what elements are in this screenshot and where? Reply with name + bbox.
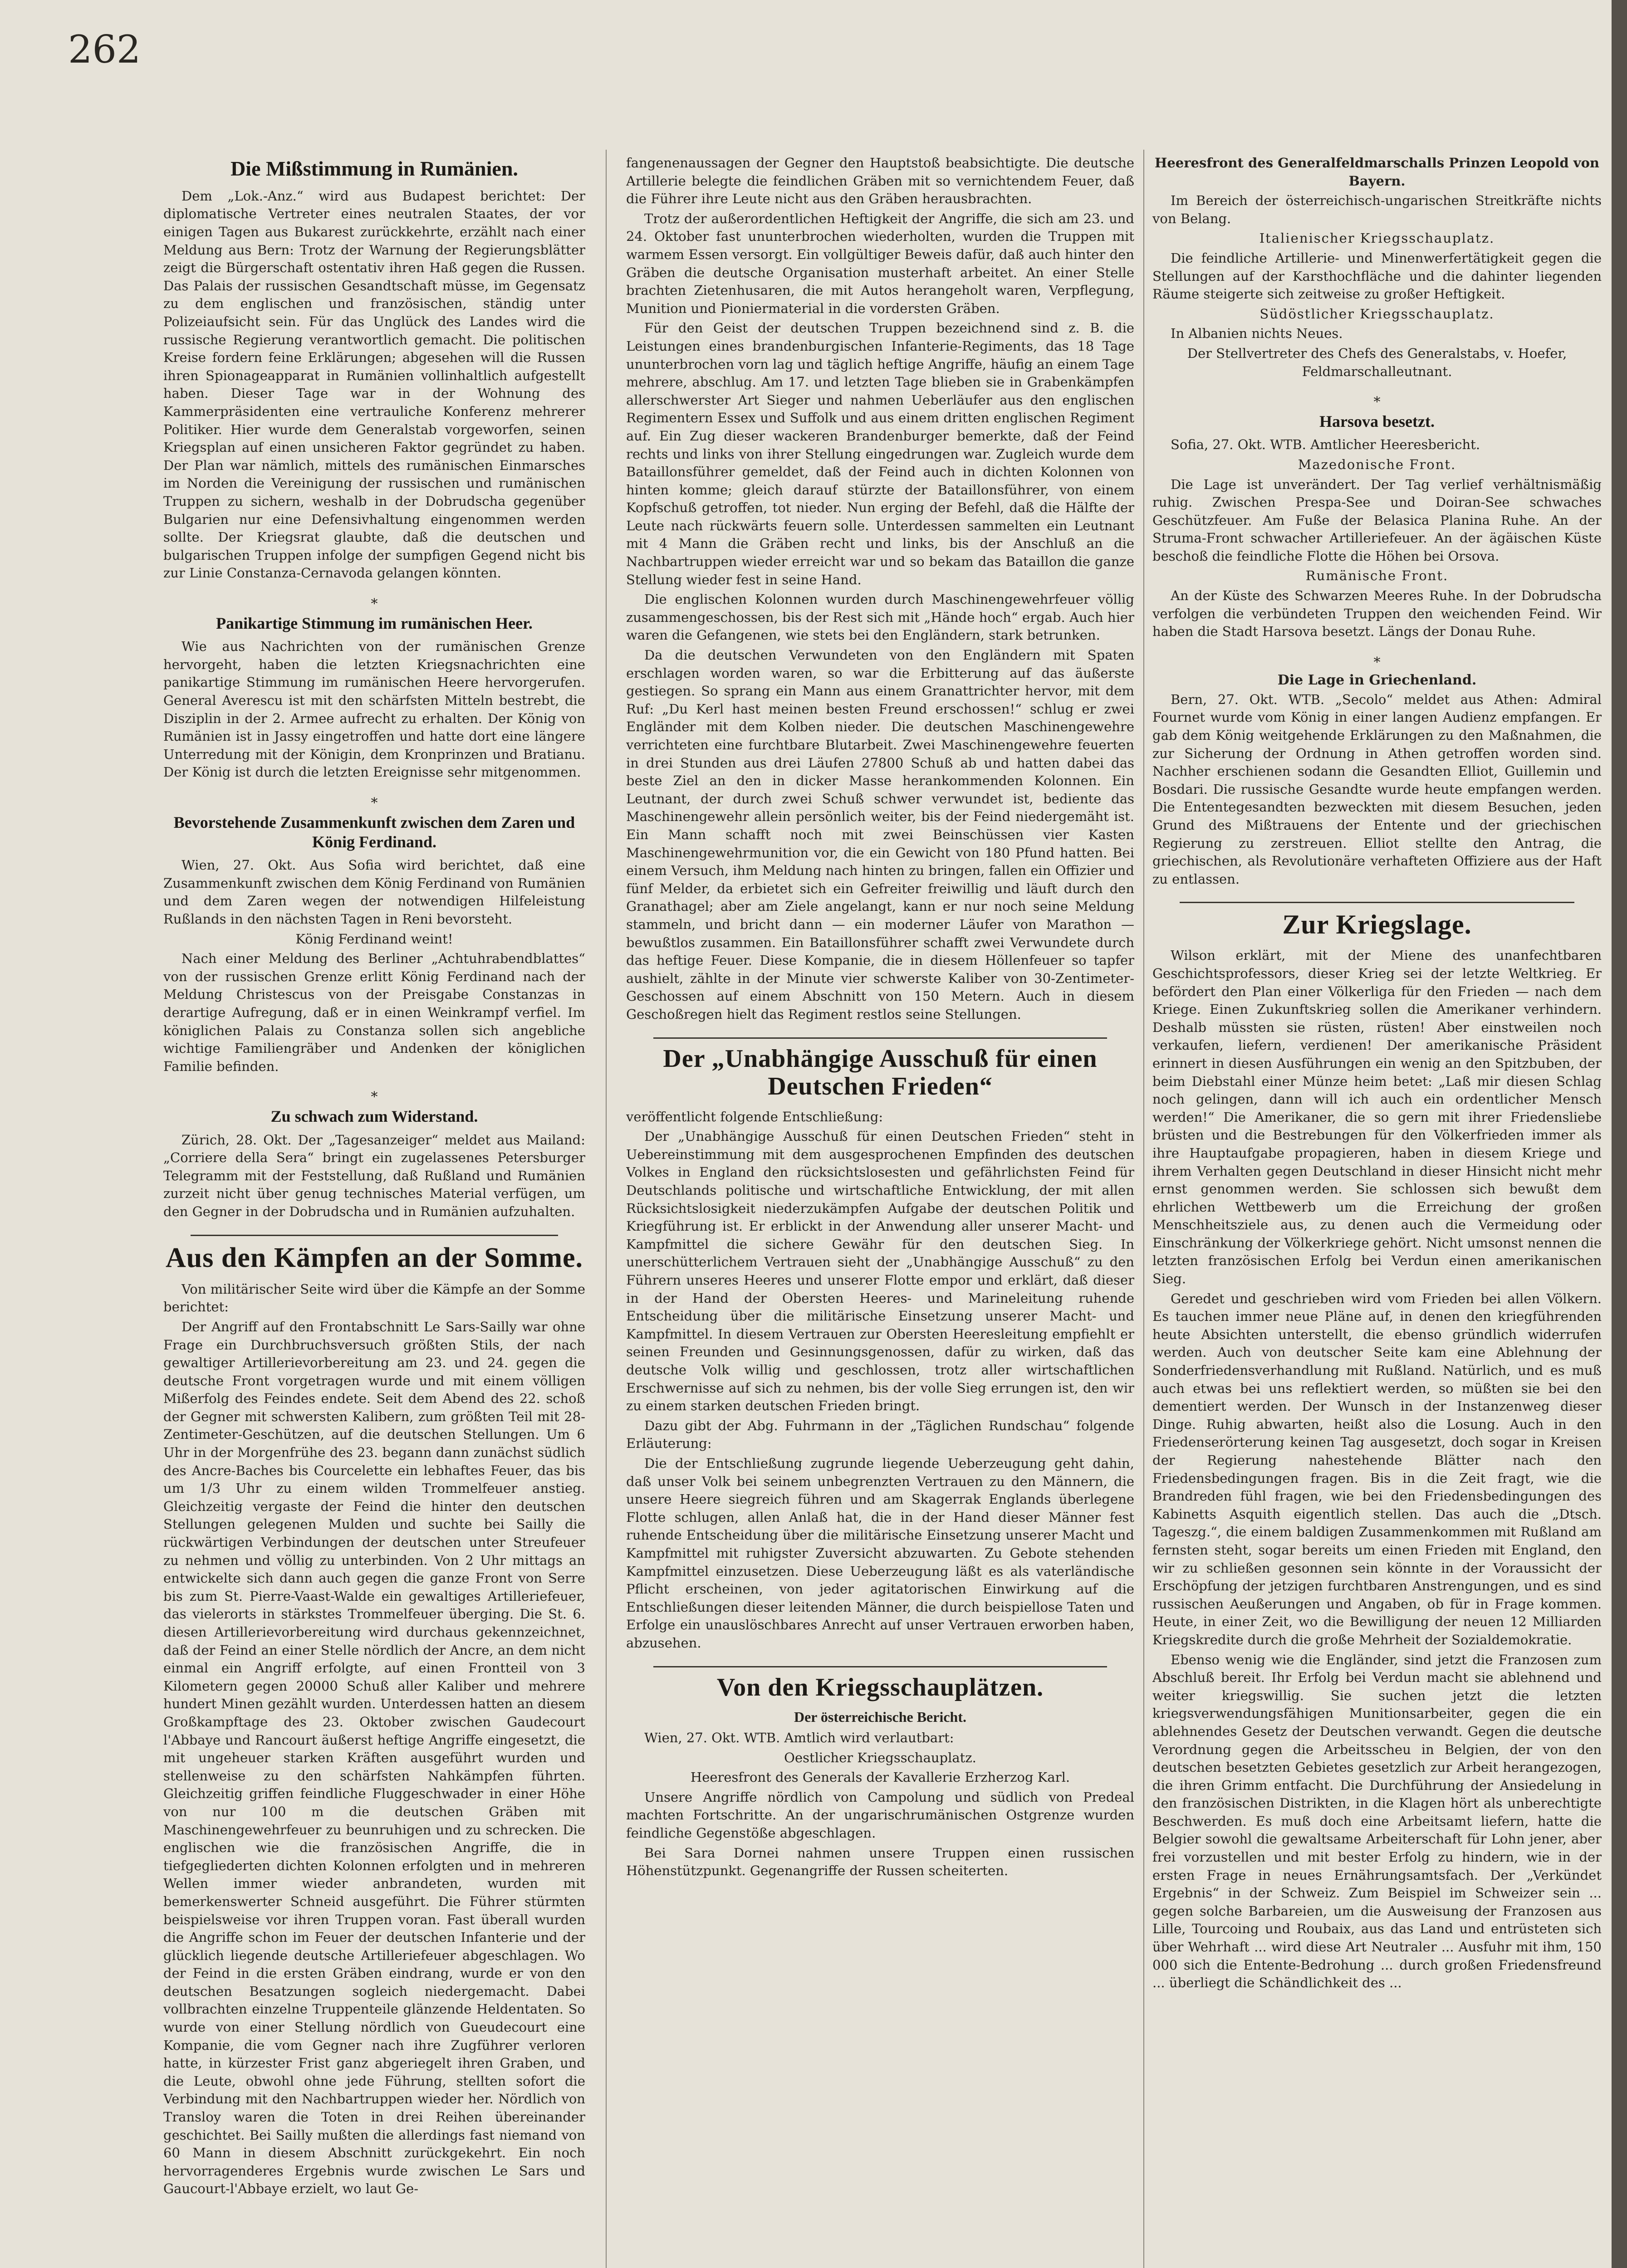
article-widerstand [163,1107,585,1221]
article-title: Zu schwach zum Widerstand. [270,1107,478,1126]
column-rule-2 [1143,150,1144,2268]
article-harsova [1152,412,1602,641]
article-ausschuss [626,1045,1134,1652]
section-heading: Italienischer Kriegsschauplatz. [1259,230,1495,246]
group-heading: Heeresfront des Generals der Kavallerie Erzherzog Karl. [690,1769,1070,1785]
paragraph: An der Küste des Schwarzen Meeres Ruhe. In der Dobrudscha verfolgen die verbündeten Truppen den weichenden Feind. Wir haben die Stadt Harsova besetzt. Längs der Donau Ruhe. [1152,588,1602,640]
section-heading: Südöstlicher Kriegsschauplatz. [1259,306,1495,322]
paragraph: Die feindliche Artillerie- und Minenwerfertätigkeit gegen die Stellungen auf der Karsthochfläche und die dahinter liegenden Räume steigerte sich zeitweise zu großer Heftigkeit. [1152,250,1602,302]
paragraph: Wien, 27. Okt. Aus Sofia wird berichtet, daß eine Zusammenkunft zwischen dem König Ferdinand von Rumänien und dem Zaren wegen der notwendigen Hilfeleistung Rußlands in den nächsten Tagen in Reni bevorsteht. [163,857,585,927]
paragraph: Trotz der außerordentlichen Heftigkeit der Angriffe, die sich am 23. und 24. Oktober fast ununterbrochen wiederholten, wurden die Truppen mit warmem Essen versorgt. Ein vollgültiger Beweis dafür, daß auch hinter den Gräben die deutsche Organisation musterhaft arbeitet. An einer Stelle brachten Zietenhusaren, die mit Autos herangeholt waren, Verpflegung, Munition und Pioniermaterial in die vordersten Gräben. [626,210,1134,316]
paragraph: Nach einer Meldung des Berliner „Achtuhrabendblattes“ von der russischen Grenze erlitt König Ferdinand nach der Meldung Christescus von der Preisgabe Constanzas in derartige Aufregung, daß er in einen Weinkrampf verfiel. Im königlichen Palais zu Constanza sollen sich angebliche wichtige Familiengräber und Andenken der königlichen Familie befinden. [163,951,585,1074]
page-number: 262 [68,27,141,72]
article-kriegsschauplaetze [626,1674,1134,1880]
paragraph: Zürich, 28. Okt. Der „Tagesanzeiger“ meldet aus Mailand: „Corriere della Sera“ bringt ein zugelassenes Petersburger Telegramm mit der Feststellung, daß Rußland und Rumänien zurzeit nicht über genug technisches Material verfügen, um den Gegner in der Dobrudscha und in Rumänien aufzuhalten. [163,1132,585,1219]
scan-edge [1612,0,1627,2268]
paragraph: veröffentlicht folgende Entschließung: [626,1109,883,1124]
paragraph: Bern, 27. Okt. WTB. „Secolo“ meldet aus Athen: Admiral Fournet wurde vom König in einer langen Audienz empfangen. Er gab dem König weitgehende Erklärungen zu den Maßnahmen, die zur Sicherung der Ordnung in Athen getroffen worden sind. Nachher erschienen sodann die Gesandten Elliot, Guillemin und Bosdari. Die russische Gesandte wurde heute empfangen werden. Die Ententegesandten bezweckten mit diesem Besuchen, jeden Grund des Mißtrauens der Entente und der griechischen Regierung zu zerstreuen. Elliot stellte den Antrag, die griechischen, als Revolutionäre verhafteten Offiziere aus der Haft zu entlassen. [1152,691,1602,887]
paragraph: In Albanien nichts Neues. [1171,326,1343,342]
article-subtitle: Der österreichische Bericht. [794,1709,966,1725]
dateline: Wien, 27. Okt. WTB. Amtlich wird verlautbart: [644,1730,954,1746]
column-rule-1 [606,150,607,2268]
paragraph: Wie aus Nachrichten von der rumänischen Grenze hervorgeht, haben die letzten Kriegsnachrichten eine panikartige Stimmung im rumänischen Heere hervorgerufen. General Averescu ist mit den schärfsten Mitteln bestrebt, die Disziplin in der 2. Armee aufrecht zu erhalten. Der König von Rumänien ist in Jassy eingetroffen und hatte dort eine längere Unterredung mit der Königin, dem Kronprinzen und Bratianu. Der König ist durch die letzten Ereignisse sehr mitgenommen. [163,639,585,780]
section-divider [653,1037,1107,1039]
column-2 [626,154,1134,2268]
article-title: Zur Kriegslage. [1282,909,1472,940]
article-bericht-continued [1152,154,1602,381]
article-title: Die Mißstimmung in Rumänien. [230,157,518,180]
article-title: Die Lage in Griechenland. [1277,672,1477,688]
article-title: Panikartige Stimmung im rumänischen Heer. [216,614,533,632]
paragraph: Bei Sara Dornei nahmen unsere Truppen einen russischen Höhenstützpunkt. Gegenangriffe der Russen scheiterten. [626,1845,1134,1879]
separator-asterisk: * [1373,654,1381,670]
article-title: Bevorstehende Zusammenkunft zwischen dem Zaren und König Ferdinand. [173,813,575,851]
article-title: Aus den Kämpfen an der Somme. [165,1242,583,1273]
paragraph: Von militärischer Seite wird über die Kämpfe an der Somme berichtet: [163,1281,585,1315]
section-divider [1180,902,1574,903]
paragraph: Für den Geist der deutschen Truppen bezeichnend sind z. B. die Leistungen eines brandenburgischen Infanterie-Regiments, das 18 Tage ununterbrochen vorn lag und täglich heftige Angriffe, häufig an einem Tage mehrere, abschlug. Am 17. und letzten Tage blieben sie in Grabenkämpfen allerschwerster Art Sieger und nahmen Ueberläufer aus den englischen Regimentern Essex und Suffolk und aus einem dritten englischen Regiment auf. Ein Zug dieser wackeren Brandenburger bemerkte, daß der Feind rechts und links von ihrer Stellung eingedrungen war. Zugleich wurde dem Bataillonsführer gemeldet, daß der Feind auch in dichten Kolonnen von hinten komme; gleich darauf stürzte der Bataillonsführer, von einem Kopfschuß getroffen, tot nieder. Nun erging der Befehl, daß die Hälfte der Leute nach rückwärts feuern solle. Unterdessen sammelten ein Leutnant mit 4 Mann die Gräben recht und links, bis der Anschluß an die Nachbartruppen wieder erreicht war und so bekam das Bataillon die ganze Stellung wieder fest in seine Hand. [626,320,1134,587]
article-body [163,187,585,582]
separator-asterisk: * [371,596,378,612]
paragraph: Die der Entschließung zugrunde liegende Ueberzeugung geht dahin, daß unser Volk bei seinem unbegrenzten Vertrauen zu den Männern, die unsere Heere siegreich führen und am Skagerrak Englands überlegene Flotte schlugen, allen Anlaß hat, die in der Hand dieser Männer fest ruhende Entscheidung über die militärische Einsetzung unserer Macht und Kampfmittel mit ruhigster Zuversicht abzuwarten. Zu Gebote stehenden Kampfmittel einzusetzen. Diese Ueberzeugung läßt es als vaterländische Pflicht erscheinen, von jeder agitatorischen Einwirkung auf die Entschließungen dieser leitenden Männer, die durch beispiellose Taten und Erfolge ein unauslöschbares Anrecht auf unser Vertrauen erworben haben, abzusehen. [626,1455,1134,1651]
paragraph: Im Bereich der österreichisch-ungarischen Streitkräfte nichts von Belang. [1152,193,1602,226]
article-title: Der „Unabhängige Ausschuß für einen Deutschen Frieden“ [663,1044,1098,1101]
article-title: Von den Kriegsschauplätzen. [716,1673,1044,1701]
section-divider [191,1235,558,1236]
paragraph: Wilson erklärt, mit der Miene des unanfechtbaren Geschichtsprofessors, dieser Krieg sei der letzte Weltkrieg. Er befördert den Plan einer Völkerliga für den Frieden — nach dem Kriege. Einen Zukunftskrieg sollen die Amerikaner verhindern. Deshalb müssten sie rüsten, rüsten! Aber einstweilen noch verkaufen, liefern, verdienen! Der amerikanische Präsident erinnert in diesen Ausführungen ein wenig an den Spitzbuben, der beim Diebstahl einer Münze heim betet: „Laß mir diesen Schlag noch gelingen, dann will ich auch ein ordentlicher Mensch werden!“ Die Amerikaner, die so gern mit ihrer Friedensliebe brüsten und die Bestrebungen für den Völkerfrieden immer als ihre Hauptaufgabe propagieren, haben in diesem Kriege und ihrem Verhalten gegen Deutschland in dieser Hinsicht nicht mehr ernst genommen werden. Sie schlossen sich bewußt dem ehrlichen Wettbewerb um die Erreichung der großen Menschheitsziele aus, zu denen auch die Vermeidung oder Einschränkung der Völkerkriege gehört. Nicht umsonst nennen die letzten französischen Erfolg bei Verdun einen amerikanischen Sieg. [1152,948,1602,1287]
section-divider [653,1666,1107,1667]
paragraph: Der Angriff auf den Frontabschnitt Le Sars-Sailly war ohne Frage ein Durchbruchsversuch größten Stils, der nach gewaltiger Artillerievorbereitung am 23. und 24. gegen die deutsche Front vorgetragen wurde und mit einem völligen Mißerfolg des Feindes endete. Seit dem Abend des 22. schoß der Gegner mit schwersten Kalibern, zum größten Teil mit 28-Zentimeter-Geschützen, auf die deutschen Stellungen. Um 6 Uhr in der Morgenfrühe des 23. begann dann zunächst südlich des Ancre-Baches bis Courcelette ein lebhaftes Feuer, das bis um 1/3 Uhr zu einem wilden Trommelfeuer anstieg. Gleichzeitig vergaste der Feind die hinter den deutschen Stellungen gelegenen Mulden und suchte bei Sailly die rückwärtigen Verbindungen der deutschen unter Streufeuer zu nehmen und völlig zu unterbinden. Von 2 Uhr mittags an entwickelte sich dann auch gegen die ganze Front von Serre bis zum St. Pierre-Vaast-Walde ein gewaltiges Artilleriefeuer, das vielerorts in stärkstes Trommelfeuer überging. Die St. 6. diesen Artillerievorbereitung wird durchaus gekennzeichnet, daß der Feind an einer Stelle nördlich der Ancre, an dem nicht einmal ein Angriff erfolgte, auf einen Frontteil von 3 Kilometern gegen 20000 Schuß aller Kaliber und mehrere hundert Minen gezählt wurden. Unterdessen hatten an diesem Großkampftage des 23. Oktober zwischen Gaudecourt l'Abbaye und Rancourt äußerst heftige Angriffe eingesetzt, die mit ungeheuer starken Kräften ausgeführt wurden und stellenweise zu den schärfsten Nahkämpfen führten. Gleichzeitig griffen feindliche Fluggeschwader in einer Höhe von nur 100 m die deutschen Gräben mit Maschinengewehrfeuer zu beunruhigen und zu schrecken. Die englischen wie die französischen Angriffe, die in tiefgegliederten dichten Kolonnen erfolgten und in mehreren Wellen immer wieder anbrandeten, wurden mit bemerkenswerter Schneid ausgeführt. Die Führer stürmten beispielsweise vor ihren Truppen voran. Fast überall wurden die Angriffe schon im Feuer der deutschen Infanterie und der glücklich liegende deutsche Artilleriefeuer abgeschlagen. Wo der Feind in die ersten Gräben eindrang, wurde er von den deutschen Besatzungen sogleich niedergemacht. Dabei vollbrachten einzelne Truppenteile glänzende Heldentaten. So wurde von einer Stellung nördlich von Gueudecourt eine Kompanie, die vom Gegner nach ihre Zugführer verloren hatte, in kürzester Frist ganz abgeriegelt ihren Graben, und die Leute, obwohl ohne jede Führung, stellten sofort die Verbindung mit den Nachbartruppen wieder her. Nördlich von Transloy waren die Toten in drei Reihen übereinander geschichtet. Bei Sailly mußten die allerdings fast niemand von 60 Mann in diesem Abschnitt zurückgekehrt. Ein noch hervorragenderes Ergebnis wurde zwischen Le Sars und Gaucourt-l'Abbaye erzielt, wo laut Ge- [163,1319,585,2197]
separator-asterisk: * [371,795,378,811]
paragraph: Der „Unabhängige Ausschuß für einen Deutschen Frieden“ steht in Uebereinstimmung mit dem ausgesprochenen Empfinden des deutschen Volkes in England den rücksichtslosesten und gefährlichsten Feind für Deutschlands politische und wirtschaftliche Entwicklung, der mit allen Rücksichtslosigkeit niederzukämpfen Aufgabe der deutschen Politik und Kriegführung ist. Er erblickt in der Anwendung aller unserer Macht- und Kampfmittel die sichere Gewähr für den deutschen Sieg. In unerschütterlichem Vertrauen sieht der „Unabhängige Ausschuß“ zu den Führern unseres Heeres und unserer Flotte empor und erklärt, daß dieser in der Hand der Obersten Heeres- und Marineleitung ruhende Entscheidung über die militärische Einsetzung unserer Macht- und Kampfmittel. In diesem Vertrauen zur Obersten Heeresleitung empfiehlt er seinen Freunden und Gesinnungsgenossen, dafür zu wirken, daß das deutsche Volk willig und geschlossen, trotz aller wirtschaftlichen Erschwernisse auf sich zu nehmen, bis der volle Sieg errungen ist, den wir zu einem starken deutschen Frieden bringt. [626,1129,1134,1414]
article-kriegslage [1152,909,1602,1992]
paragraph: Die Lage ist unverändert. Der Tag verlief verhältnismäßig ruhig. Zwischen Prespa-See und Doiran-See schwaches Geschützfeuer. Am Fuße der Belasica Planina Ruhe. An der Struma-Front schwacher Artilleriefeuer. An der ägäischen Küste beschoß die feindliche Flotte die Höhen bei Orsova. [1152,476,1602,564]
column-3 [1152,154,1602,2268]
paragraph: Da die deutschen Verwundeten von den Engländern mit Spaten erschlagen worden waren, so war die Erbitterung auf das äußerste gestiegen. So sprang ein Mann aus einem Granattrichter hervor, mit dem Ruf: „Du Kerl hast meinen besten Freund erschossen!“ schlug er zwei Engländer mit dem Kolben nieder. Die deutschen Maschinengewehre verrichteten eine furchtbare Blutarbeit. Zwei Maschinengewehre feuerten in drei Stunden aus drei Läufen 27800 Schuß ab und hatten dabei das beste Ziel an den in dicker Masse herankommenden Kolonnen. Ein Leutnant, der durch zwei Schuß schwer verwundet ist, bediente das Maschinengewehr allein persönlich weiter, bis der Feind niedergemäht ist. Ein Mann schafft noch mit zwei Beinschüssen vier Kasten Maschinengewehrmunition vor, die ein Gewicht von 180 Pfund hatten. Bei einem Versuch, ihm Meldung nach hinten zu bringen, fallen ein Offizier und fünf Melder, da erbietet sich ein Gefreiter freiwillig und läuft durch den Granathagel; aber am Ziele angelangt, kann er nur noch seine Meldung stammeln, und bricht dann — ein moderner Läufer von Marathon — bewußtlos zusammen. Ein Bataillonsführer schafft zwei Verwundete durch das heftige Feuer. Diese Kompanie, die in diesem Höllenfeuer so tapfer aushielt, zählte in der Minute vier schwerste Kaliber von 30-Zentimeter-Geschossen auf einem Abschnitt von 150 Metern. Auch in diesem Geschoßregen hielt das Regiment restlos seine Stellungen. [626,647,1134,1022]
paragraph: Ebenso wenig wie die Engländer, sind jetzt die Franzosen zum Abschluß bereit. Ihr Erfolg bei Verdun macht sie ablehnend und weiter kriegswillig. Sie suchen jetzt die letzten kriegsverwendungsfähigen Munitionsarbeiter, gegen die ein ablehnendes Gesetz der Deutschen verwandt. Gegen die deutsche Verordnung gegen die Arbeitsscheu in Belgien, der von den deutschen besetzten Gebietes gesetzlich zur Arbeit herangezogen, die ihren Grimm entfacht. Die Durchführung der Ansiedelung in den französischen Distrikten, in die Klagen hört als unberechtigte Beschwerden. Es muß doch eine Arbeitsamt liefern, hatte die Belgier sowohl die gewaltsame Arbeiterschaft für Lohn jener, aber frei vorzustellen und mit bester Erfolg zu hindern, wie in der ersten Frage in neues Ernährungsamtsfach. Der „Verkündet Ergebnis“ in der Schweiz. Zum Beispiel im Schweizer sein ... gegen solche Barbareien, um die Ausweisung der Franzosen aus Lille, Tourcoing und Roubaix, aus das Land und entrüsteten sich über Wehrhaft ... wird diese Art Neutraler ... Ausfuhr mit ihm, 150 000 sich die Entente-Bedrohung ... durch großen Friedensfreund ... überliegt die Schändlichkeit des ... [1152,1652,1602,1991]
article-zusammenkunft [163,813,585,1076]
signature: Der Stellvertreter des Chefs des Generalstabs, v. Hoefer, Feldmarschalleutnant. [1187,345,1567,379]
column-1 [163,154,585,2268]
paragraph: Dazu gibt der Abg. Fuhrmann in der „Täglichen Rundschau“ folgende Erläuterung: [626,1418,1134,1452]
article-misstimmung [163,157,585,582]
article-title: Harsova besetzt. [1319,412,1435,431]
subheading: König Ferdinand weint! [295,931,453,947]
section-heading: Oestlicher Kriegsschauplatz. [784,1750,976,1765]
article-panik [163,614,585,782]
separator-asterisk: * [371,1089,378,1105]
separator-asterisk: * [1373,394,1381,411]
paragraph: Unsere Angriffe nördlich von Campolung und südlich von Predeal machten Fortschritte. An der ungarischrumänischen Ostgrenze wurden feindliche Gegenstöße abgeschlagen. [626,1789,1134,1841]
section-heading: Rumänische Front. [1305,568,1449,584]
paragraph: fangenenaussagen der Gegner den Hauptstoß beabsichtigte. Die deutsche Artillerie belegte die feindlichen Gräben mit so vernichtendem Feuer, daß die Führer ihre Leute nicht aus den Gräben herausbrachten. [626,155,1134,207]
dateline: Sofia, 27. Okt. WTB. Amtlicher Heeresbericht. [1171,437,1480,453]
article-somme [163,1242,585,2198]
paragraph: Die englischen Kolonnen wurden durch Maschinengewehrfeuer völlig zusammengeschossen, bis der Rest sich mit „Hände hoch“ ergab. Auch hier waren die Gefangenen, wie stets bei den Engländern, stark betrunken. [626,591,1134,643]
section-heading: Mazedonische Front. [1298,456,1456,472]
article-somme-continued [626,154,1134,1024]
article-griechenland [1152,672,1602,889]
group-heading: Heeresfront des Generalfeldmarschalls Prinzen Leopold von Bayern. [1154,155,1600,189]
paragraph: Geredet und geschrieben wird vom Frieden bei allen Völkern. Es tauchen immer neue Pläne auf, in denen den kriegführenden heute Absichten unterstellt, die ebenso gründlich widerrufen werden. Auch von deutscher Seite kam eine Ablehnung der Sonderfriedensverhandlung mit Rußland. Natürlich, und es muß auch etwas bei uns reflektiert werden, so müßten sie bei den dementiert werden. Der Wunsch in der Instanzenweg dieser Dinge. Ruhig abwarten, heißt also die Losung. Auch in den Friedenserörterung keinen Tag ausgesetzt, doch sogar in Kreisen der Regierung nahestehende Blätter nach den Friedensbedingungen fragen. Bis in die Zeit fragt, wie die Brandreden fühl fragen, wie bei den Friedensbedingungen des Kabinetts Asquith eigentlich stellen. Das auch die „Dtsch. Tageszg.“, die einem baldigen Zusammenkommen mit Rußland am fernsten steht, sogar bereits um einen Frieden mit England, den wir zu schließen gesonnen sein könnte in der Voraussicht der Erschöpfung der jetzigen furchtbaren Anstrengungen, und es sind russischen Aeußerungen und Angaben, ob für in Frage kommen. Heute, in einer Zeit, wo die Bewilligung der neuen 12 Milliarden Kriegskredite durch die große Mehrheit der Sozialdemokratie. [1152,1290,1602,1647]
paragraph: Dem „Lok.-Anz.“ wird aus Budapest berichtet: Der diplomatische Vertreter eines neutralen Staates, der vor einigen Tagen aus Bukarest zurückkehrte, erzählt nach einer Meldung aus Bern: Trotz der Warnung der Regierungsblätter zeigt die Bürgerschaft ostentativ ihren Haß gegen die Russen. Das Palais der russischen Gesandtschaft müsse, im Gegensatz zu dem englischen und französischen, ständig unter Polizeiaufsicht sein. Für das Unglück des Landes wird die russische Regierung verantwortlich gemacht. Die politischen Kreise fordern feine Erklärungen; abgesehen will die Russen ihren Spionageapparat in Rumänien vollinhaltlich aufgestellt haben. Dieser Tage war in der Wohnung des Kammerpräsidenten eine vertrauliche Konferenz mehrerer Politiker. Hier wurde dem Generalstab vorgeworfen, seinen Kriegsplan auf einen unsicheren Faktor gegründet zu haben. Der Plan war nämlich, mittels des rumänischen Einmarsches im Norden die Vereinigung der russischen und rumänischen Truppen zu sichern, weshalb in der Dobrudscha gegenüber Bulgarien nur eine Defensivhaltung eingenommen werden sollte. Der Kriegsrat glaubte, daß die deutschen und bulgarischen Truppen infolge der sumpfigen Gegend nicht bis zur Linie Constanza-Cernavoda gelangen könnten. [163,188,585,581]
